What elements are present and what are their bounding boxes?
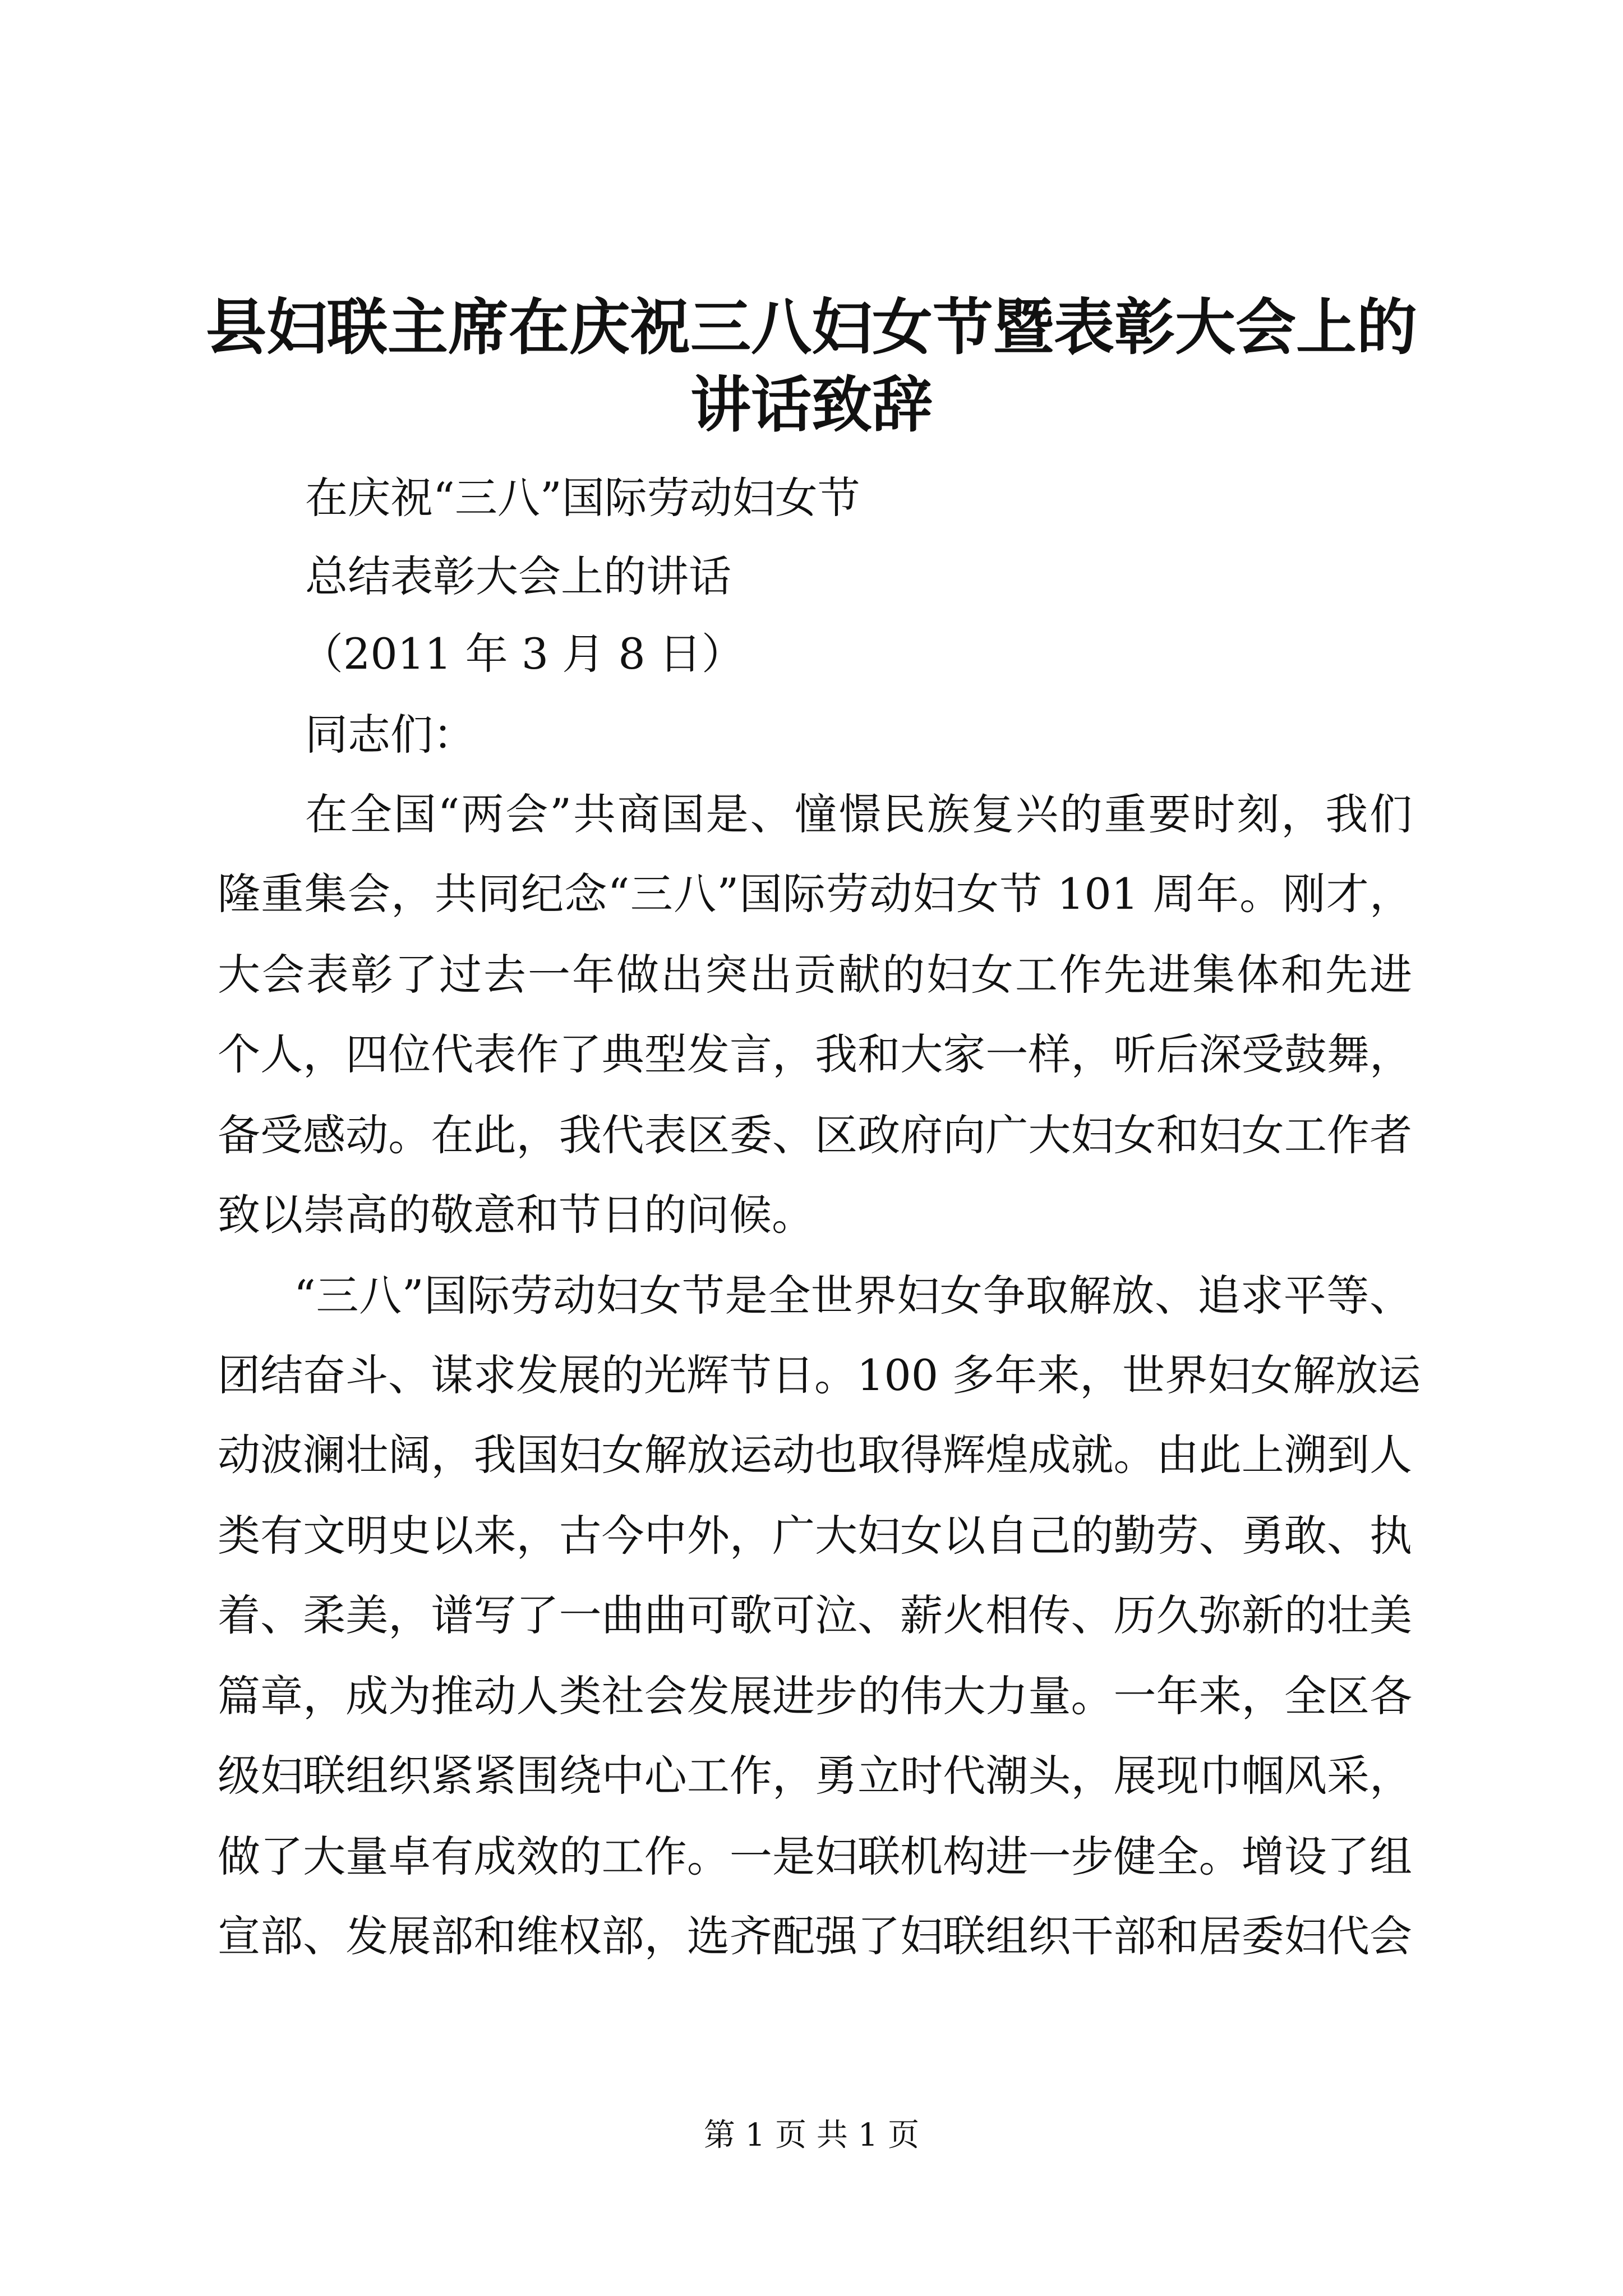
paragraph-line: 级妇联组织紧紧围绕中心工作，勇立时代潮头，展现巾帼风采， bbox=[218, 1751, 1412, 1801]
paragraph-line: 着、柔美，谱写了一曲曲可歌可泣、薪火相传、历久弥新的壮美 bbox=[218, 1590, 1412, 1640]
paragraph-line: 篇章，成为推动人类社会发展进步的伟大力量。一年来，全区各 bbox=[218, 1671, 1412, 1721]
paragraph-line: 在全国“两会”共商国是、憧憬民族复兴的重要时刻，我们 bbox=[305, 789, 1412, 839]
speech-date: （2011 年 3 月 8 日） bbox=[301, 629, 744, 679]
paragraph-line: 致以崇高的敬意和节日的问候。 bbox=[218, 1190, 814, 1240]
paragraph-line: 备受感动。在此，我代表区委、区政府向广大妇女和妇女工作者 bbox=[218, 1110, 1412, 1160]
document-title-line-2: 讲话致辞 bbox=[690, 370, 933, 440]
paragraph-line: 隆重集会，共同纪念“三八”国际劳动妇女节 101 周年。刚才， bbox=[218, 869, 1412, 919]
paragraph-line: “三八”国际劳动妇女节是全世界妇女争取解放、追求平等、 bbox=[294, 1271, 1412, 1320]
paragraph-line: 个人，四位代表作了典型发言，我和大家一样，听后深受鼓舞， bbox=[218, 1029, 1412, 1079]
page-footer: 第 1 页 共 1 页 bbox=[703, 2117, 920, 2154]
subtitle-line-2: 总结表彰大会上的讲话 bbox=[305, 551, 731, 601]
paragraph-line: 大会表彰了过去一年做出突出贡献的妇女工作先进集体和先进 bbox=[218, 950, 1412, 1000]
paragraph-line: 做了大量卓有成效的工作。一是妇联机构进一步健全。增设了组 bbox=[218, 1832, 1412, 1881]
salutation: 同志们： bbox=[305, 710, 476, 760]
paragraph-line: 宣部、发展部和维权部，选齐配强了妇联组织干部和居委妇代会 bbox=[218, 1911, 1412, 1961]
paragraph-line: 动波澜壮阔，我国妇女解放运动也取得辉煌成就。由此上溯到人 bbox=[218, 1430, 1412, 1480]
paragraph-line: 团结奋斗、谋求发展的光辉节日。100 多年来，世界妇女解放运 bbox=[218, 1350, 1421, 1400]
subtitle-line-1: 在庆祝“三八”国际劳动妇女节 bbox=[305, 473, 860, 523]
paragraph-line: 类有文明史以来，古今中外，广大妇女以自己的勤劳、勇敢、执 bbox=[218, 1511, 1412, 1561]
document-title-line-1: 县妇联主席在庆祝三八妇女节暨表彰大会上的 bbox=[205, 293, 1417, 363]
